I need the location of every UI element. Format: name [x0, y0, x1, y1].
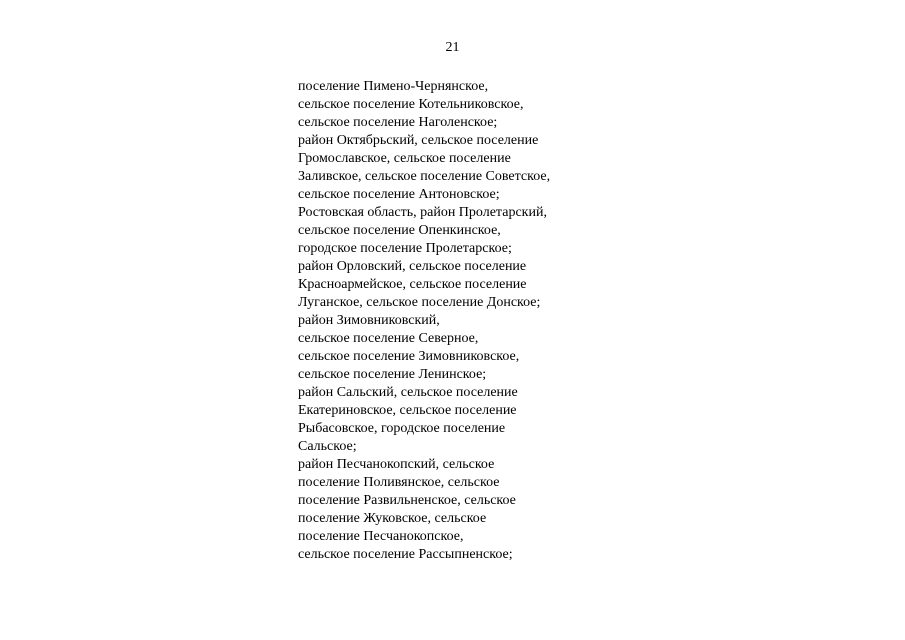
document-text-block	[298, 78, 598, 564]
text-line: сельское поселение Северное,	[298, 331, 479, 346]
text-line: сельское поселение Котельниковское,	[298, 97, 524, 112]
text-line: сельское поселение Ленинское;	[298, 367, 487, 382]
text-line: сельское поселение Опенкинское,	[298, 223, 501, 238]
text-line: Красноармейское, сельское поселение	[298, 277, 527, 292]
text-line: район Сальский, сельское поселение	[298, 385, 518, 400]
text-line: Громославское, сельское поселение	[298, 151, 511, 166]
text-line: сельское поселение Наголенское;	[298, 115, 498, 130]
text-line: Луганское, сельское поселение Донское;	[298, 295, 541, 310]
page-number: 21	[445, 40, 460, 55]
text-line: район Орловский, сельское поселение	[298, 259, 527, 274]
text-line: район Зимовниковский,	[298, 313, 440, 328]
text-line: Заливское, сельское поселение Советское,	[298, 169, 551, 184]
text-line: поселение Развильненское, сельское	[298, 493, 516, 508]
text-line: поселение Пимено-Чернянское,	[298, 79, 489, 94]
text-line: городское поселение Пролетарское;	[298, 241, 512, 256]
text-line: Ростовская область, район Пролетарский,	[298, 205, 547, 220]
text-line: сельское поселение Антоновское;	[298, 187, 500, 202]
text-line: сельское поселение Зимовниковское,	[298, 349, 520, 364]
text-line: поселение Жуковское, сельское	[298, 511, 487, 526]
text-line: Рыбасовское, городское поселение	[298, 421, 506, 436]
text-line: район Песчанокопский, сельское	[298, 457, 495, 472]
text-line: Екатериновское, сельское поселение	[298, 403, 517, 418]
text-line: сельское поселение Рассыпненское;	[298, 547, 513, 562]
text-line: Сальское;	[298, 439, 357, 454]
text-line: район Октябрьский, сельское поселение	[298, 133, 539, 148]
text-line: поселение Поливянское, сельское	[298, 475, 500, 490]
text-line: поселение Песчанокопское,	[298, 529, 464, 544]
